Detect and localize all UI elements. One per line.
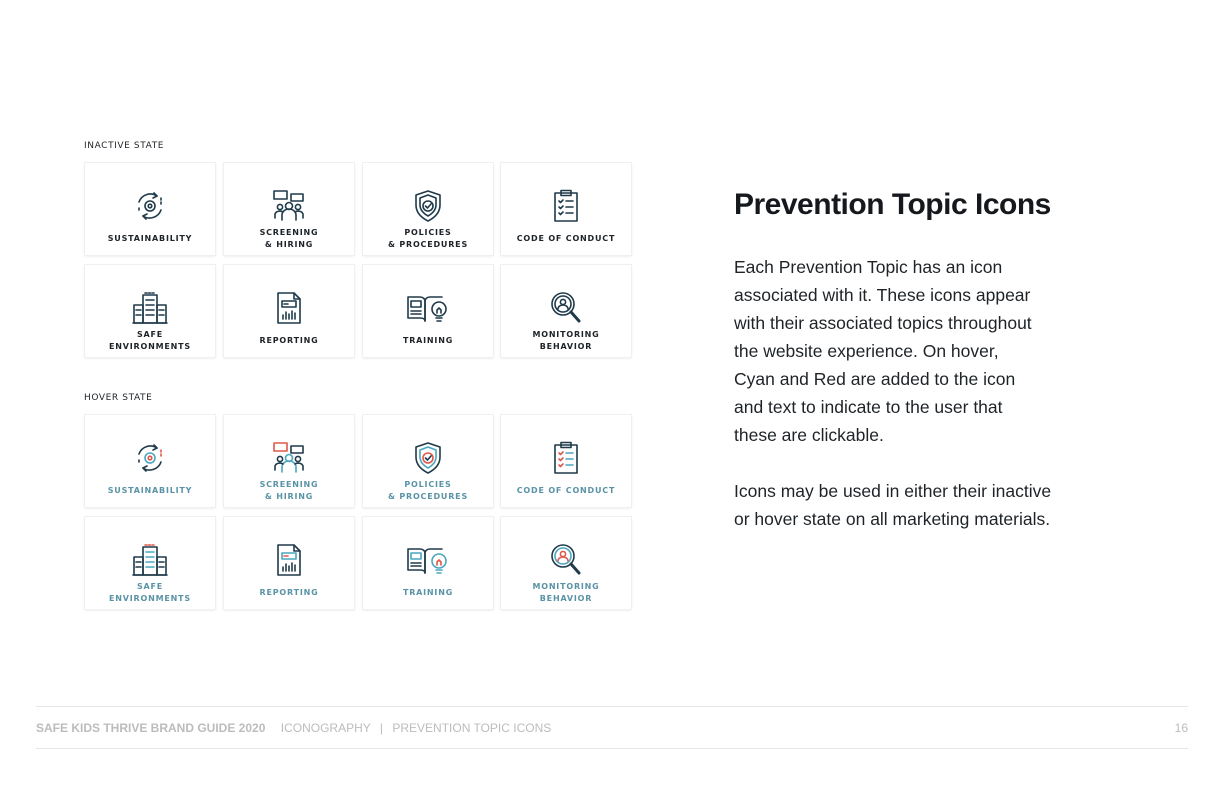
hover-state-label: HOVER STATE [84, 393, 153, 403]
inactive-topic-card[interactable] [363, 265, 493, 357]
topic-label: CODE OF CONDUCT [516, 486, 616, 495]
screening-hiring-icon [272, 179, 306, 223]
hover-topic-card[interactable] [85, 517, 215, 609]
hover-topic-card[interactable] [363, 415, 493, 507]
magnifier-person-icon [550, 281, 582, 325]
topic-label: TRAINING [402, 336, 454, 345]
inactive-topic-card[interactable] [85, 163, 215, 255]
sustainability-icon [133, 431, 167, 475]
topic-label: SCREENING & HIRING [259, 480, 319, 501]
topic-label: MONITORING BEHAVIOR [532, 330, 600, 351]
inactive-topic-card[interactable] [363, 163, 493, 255]
report-document-icon [275, 281, 303, 325]
inactive-topic-card[interactable] [224, 265, 354, 357]
book-lightbulb-icon [406, 533, 450, 577]
footer-divider-bottom [36, 748, 1188, 749]
building-icon [132, 533, 168, 577]
hover-topic-card[interactable] [363, 517, 493, 609]
screening-hiring-icon [272, 431, 306, 475]
description-paragraph: Each Prevention Topic has an icon associated with it. These icons appear with their associated topics throughout the website experience. On hover, Cyan and Red are added to the icon and text to indicate to the user that these are clickable. [734, 257, 1032, 445]
inactive-state-label: INACTIVE STATE [84, 141, 165, 151]
inactive-topic-card[interactable] [501, 265, 631, 357]
footer-brand: SAFE KIDS THRIVE BRAND GUIDE 2020 [36, 721, 266, 735]
topic-label: SUSTAINABILITY [107, 486, 193, 495]
topic-label: CODE OF CONDUCT [516, 234, 616, 243]
hover-topic-card[interactable] [501, 415, 631, 507]
report-document-icon [275, 533, 303, 577]
hover-topic-card[interactable] [85, 415, 215, 507]
sustainability-icon [133, 179, 167, 223]
topic-label: SAFE ENVIRONMENTS [109, 582, 191, 603]
policies-shield-icon [413, 431, 443, 475]
topic-label: SUSTAINABILITY [107, 234, 193, 243]
building-icon [132, 281, 168, 325]
page-number: 16 [1174, 721, 1188, 735]
policies-shield-icon [413, 179, 443, 223]
page-title: Prevention Topic Icons [734, 188, 1051, 221]
topic-label: SAFE ENVIRONMENTS [109, 330, 191, 351]
topic-label: REPORTING [259, 588, 319, 597]
topic-label: POLICIES & PROCEDURES [387, 228, 469, 249]
magnifier-person-icon [550, 533, 582, 577]
inactive-topic-card[interactable] [85, 265, 215, 357]
book-lightbulb-icon [406, 281, 450, 325]
footer [36, 721, 1188, 735]
topic-label: TRAINING [402, 588, 454, 597]
clipboard-checklist-icon [553, 179, 579, 223]
clipboard-checklist-icon [553, 431, 579, 475]
hover-topic-card[interactable] [224, 517, 354, 609]
inactive-topic-card[interactable] [501, 163, 631, 255]
footer-subsection: PREVENTION TOPIC ICONS [392, 721, 552, 735]
hover-topic-card[interactable] [501, 517, 631, 609]
footer-section: ICONOGRAPHY [280, 721, 371, 735]
footer-separator: | [379, 721, 383, 735]
topic-label: POLICIES & PROCEDURES [387, 480, 469, 501]
footer-divider-top [36, 706, 1188, 707]
hover-topic-card[interactable] [224, 415, 354, 507]
topic-label: REPORTING [259, 336, 319, 345]
usage-paragraph: Icons may be used in either their inactive or hover state on all marketing materials. [734, 481, 1052, 529]
topic-label: MONITORING BEHAVIOR [532, 582, 600, 603]
topic-label: SCREENING & HIRING [259, 228, 319, 249]
inactive-topic-card[interactable] [224, 163, 354, 255]
